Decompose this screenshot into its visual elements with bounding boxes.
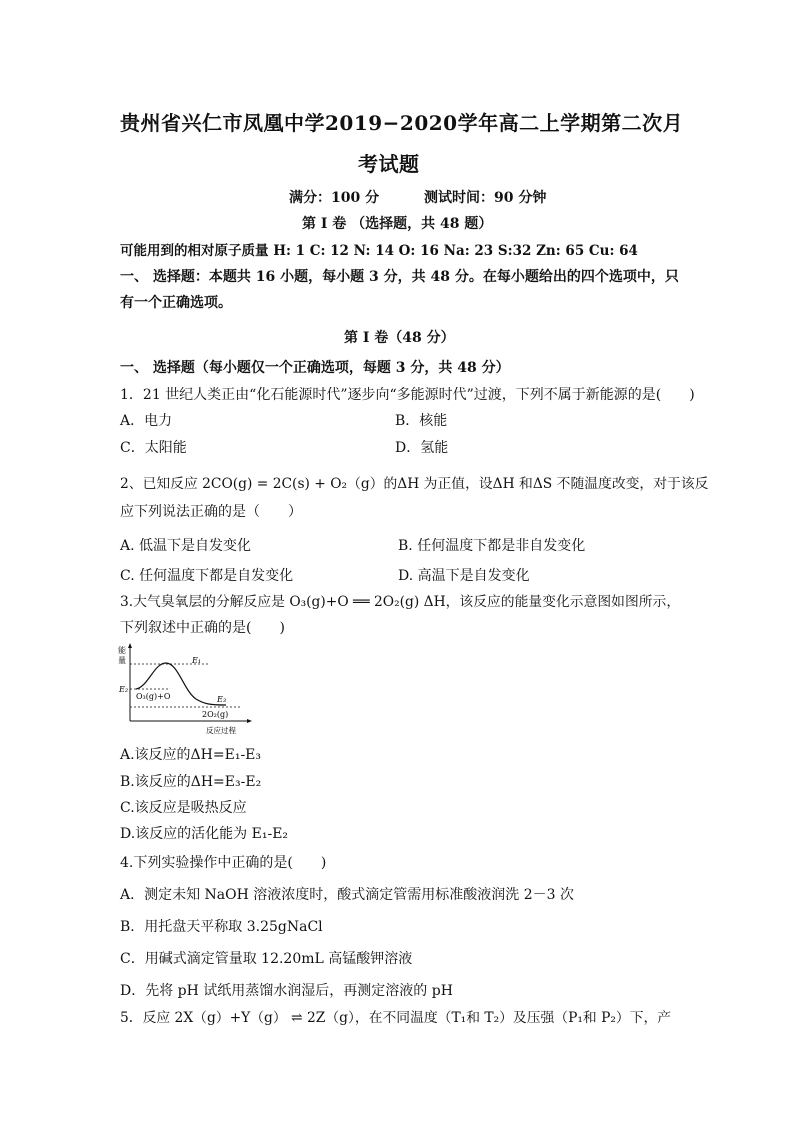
question-2-option-a: A. 低温下是自发变化	[120, 538, 252, 554]
question-4-option-b: B．用托盘天平称取 3.25gNaCl	[120, 919, 323, 935]
question-1-option-b: B．核能	[395, 413, 448, 429]
y-axis-arrow	[128, 643, 132, 648]
y-label-bottom: 量	[118, 656, 126, 665]
question-1-stem: 1．21 世纪人类正由“化石能源时代”逐步向“多能源时代”过渡，下列不属于新能源的是( )	[120, 387, 695, 403]
instructions-line-1: 一、 选择题：本题共 16 小题，每小题 3 分，共 48 分。在每小题给出的四个选项中，只	[120, 269, 679, 285]
question-4-stem: 4.下列实验操作中正确的是( )	[120, 855, 327, 871]
section-instructions: 一、 选择题（每小题仅一个正确选项，每题 3 分，共 48 分）	[120, 360, 510, 376]
products-label: 2O₂(g)	[202, 710, 229, 719]
energy-diagram	[118, 641, 260, 741]
x-label: 反应过程	[206, 726, 236, 735]
section-heading: 第 I 卷 （选择题，共 48 题）	[302, 216, 493, 232]
section-heading-2: 第 I 卷（48 分）	[344, 330, 455, 346]
question-3-stem-line-1: 3.大气臭氧层的分解反应是 O₃(g)+O ══ 2O₂(g) ΔH，该反应的能量变化示意图如图所示，	[120, 594, 681, 610]
question-1-option-d: D．氢能	[395, 440, 449, 456]
question-3-option-d: D.该反应的活化能为 E₁-E₂	[120, 826, 289, 842]
question-5-stem: 5．反应 2X（g）+Y（g） ⇌ 2Z（g），在不同温度（T₁和 T₂）及压强（P₁和 P₂）下，产	[120, 1010, 672, 1026]
question-2-option-b: B. 任何温度下都是非自发变化	[398, 538, 586, 554]
e1-label: E₁	[192, 656, 202, 665]
page-title: 贵州省兴仁市凤凰中学2019−2020学年高二上学期第二次月	[120, 111, 684, 135]
reactants-label: O₃(g)+O	[136, 692, 171, 701]
question-2-stem-line-1: 2、已知反应 2CO(g) = 2C(s) + O₂（g）的ΔH 为正值，设ΔH 和ΔS 不随温度改变，对于该反	[120, 476, 709, 492]
y-label-top: 能	[118, 646, 126, 655]
question-3-option-a: A.该反应的ΔH=E₁-E₃	[120, 747, 262, 763]
x-axis-arrow	[247, 719, 252, 723]
full-marks: 满分：100 分	[289, 190, 380, 206]
page-title-continued: 考试题	[358, 152, 420, 176]
question-2-option-d: D. 高温下是自发变化	[398, 568, 530, 584]
e2-label: E₂	[119, 685, 129, 694]
question-1-option-c: C．太阳能	[120, 440, 187, 456]
question-4-option-d: D．先将 pH 试纸用蒸馏水润湿后，再测定溶液的 pH	[120, 983, 453, 999]
question-3-stem-line-2: 下列叙述中正确的是( )	[120, 620, 285, 636]
question-4-option-c: C．用碱式滴定管量取 12.20mL 高锰酸钾溶液	[120, 951, 413, 967]
question-2-stem-line-2: 应下列说法正确的是（ ）	[120, 504, 302, 520]
question-2-option-c: C. 任何温度下都是自发变化	[120, 568, 294, 584]
atomic-masses: 可能用到的相对原子质量 H: 1 C: 12 N: 14 O: 16 Na: 23 S:32 Zn: 65 Cu: 64	[120, 243, 638, 259]
e3-label: E₃	[217, 695, 227, 704]
question-3-option-c: C.该反应是吸热反应	[120, 800, 247, 816]
test-time: 测试时间：90 分钟	[424, 190, 547, 206]
question-1-option-a: A．电力	[120, 413, 173, 429]
instructions-line-2: 有一个正确选项。	[120, 295, 232, 311]
question-3-option-b: B.该反应的ΔH=E₃-E₂	[120, 774, 262, 790]
question-4-option-a: A．测定未知 NaOH 溶液浓度时，酸式滴定管需用标准酸液润洗 2－3 次	[120, 887, 575, 903]
